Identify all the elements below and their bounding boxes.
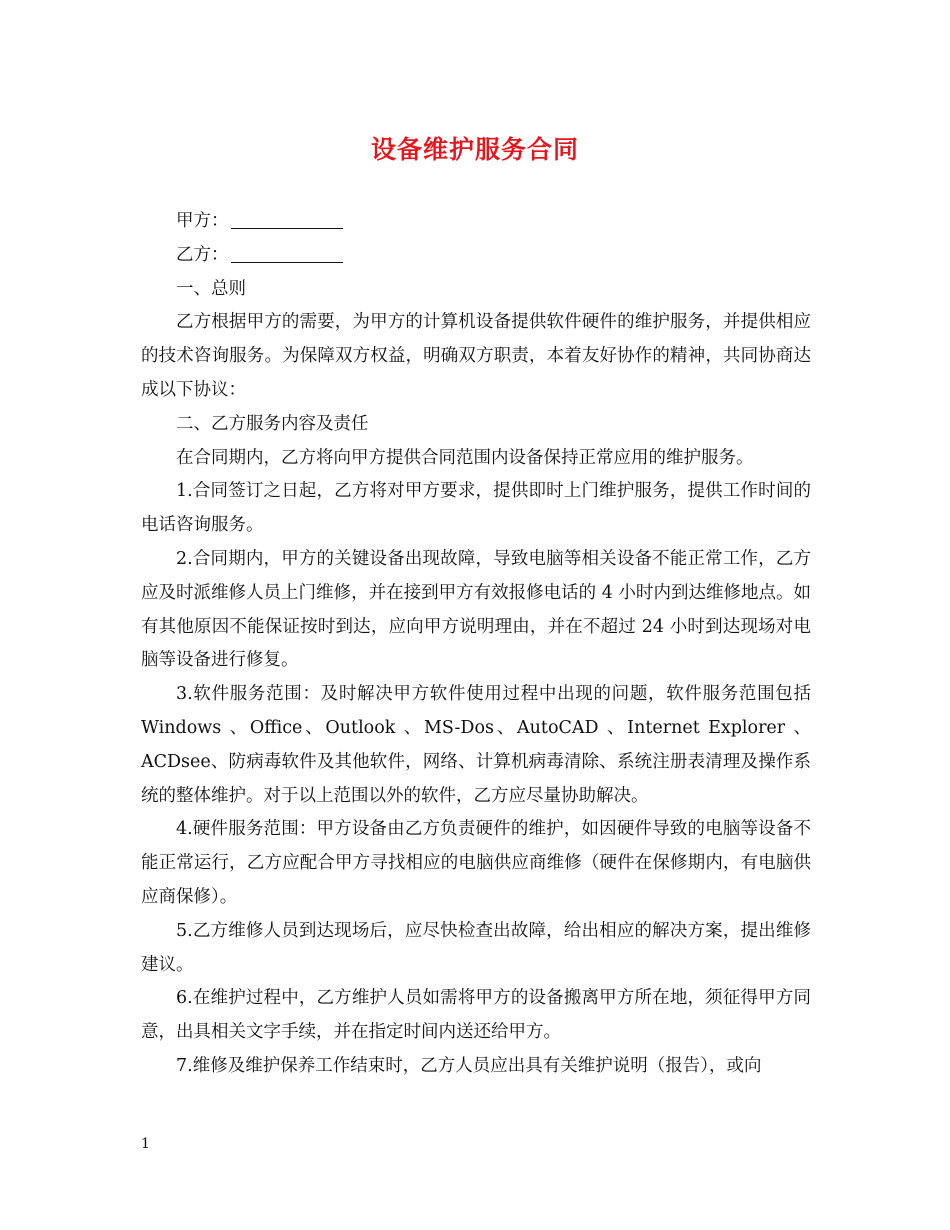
document-body — [141, 205, 811, 1084]
page-number: 1 — [141, 1136, 150, 1152]
party-b-label: 乙方： — [176, 244, 229, 265]
clause-4: 4.硬件服务范围：甲方设备由乙方负责硬件的维护，如因硬件导致的电脑等设备不能正常运行，乙方应配合甲方寻找相应的电脑供应商维修（硬件在保修期内，有电脑供应商保修）。 — [141, 819, 811, 907]
party-a-blank — [231, 208, 343, 229]
clause-3: 3.软件服务范围：及时解决甲方软件使用过程中出现的问题，软件服务范围包括 Windows 、Office、Outlook 、MS-Dos、AutoCAD 、Internet Explorer 、ACDsee、防病毒软件及其他软件，网络、计算机病毒清除、系统注册表清理及操作系统的整体维护。对于以上范围以外的软件，乙方应尽量协助解决。 — [141, 684, 811, 806]
paragraph-intro: 乙方根据甲方的需要，为甲方的计算机设备提供软件硬件的维护服务，并提供相应的技术咨询服务。为保障双方权益，明确双方职责，本着友好协作的精神，共同协商达成以下协议： — [141, 312, 811, 400]
document-title: 设备维护服务合同 — [370, 135, 579, 164]
clause-7: 7.维修及维护保养工作结束时，乙方人员应出具有关维护说明（报告），或向 — [176, 1055, 762, 1076]
section-heading-services: 二、乙方服务内容及责任 — [176, 413, 369, 434]
clause-2: 2.合同期内，甲方的关键设备出现故障，导致电脑等相关设备不能正常工作，乙方应及时派维修人员上门维修，并在接到甲方有效报修电话的 4 小时内到达维修地点。如有其他原因不能保证按时到达，应向甲方说明理由，并在不超过 24 小时到达现场对电脑等设备进行修复。 — [141, 548, 811, 671]
clause-1: 1.合同签订之日起，乙方将对甲方要求，提供即时上门维护服务，提供工作时间的电话咨询服务。 — [141, 481, 811, 536]
party-a-line — [141, 205, 811, 239]
paragraph-service-overview: 在合同期内，乙方将向甲方提供合同范围内设备保持正常应用的维护服务。 — [176, 447, 754, 468]
party-b-line — [141, 239, 811, 273]
party-a-label: 甲方： — [176, 211, 229, 231]
clause-5: 5.乙方维修人员到达现场后，应尽快检查出故障，给出相应的解决方案，提出维修建议。 — [141, 920, 811, 975]
section-heading-general: 一、总则 — [176, 278, 246, 299]
clause-6: 6.在维护过程中，乙方维护人员如需将甲方的设备搬离甲方所在地，须征得甲方同意，出具相关文字手续，并在指定时间内送还给甲方。 — [141, 988, 811, 1043]
party-b-blank — [231, 242, 343, 263]
